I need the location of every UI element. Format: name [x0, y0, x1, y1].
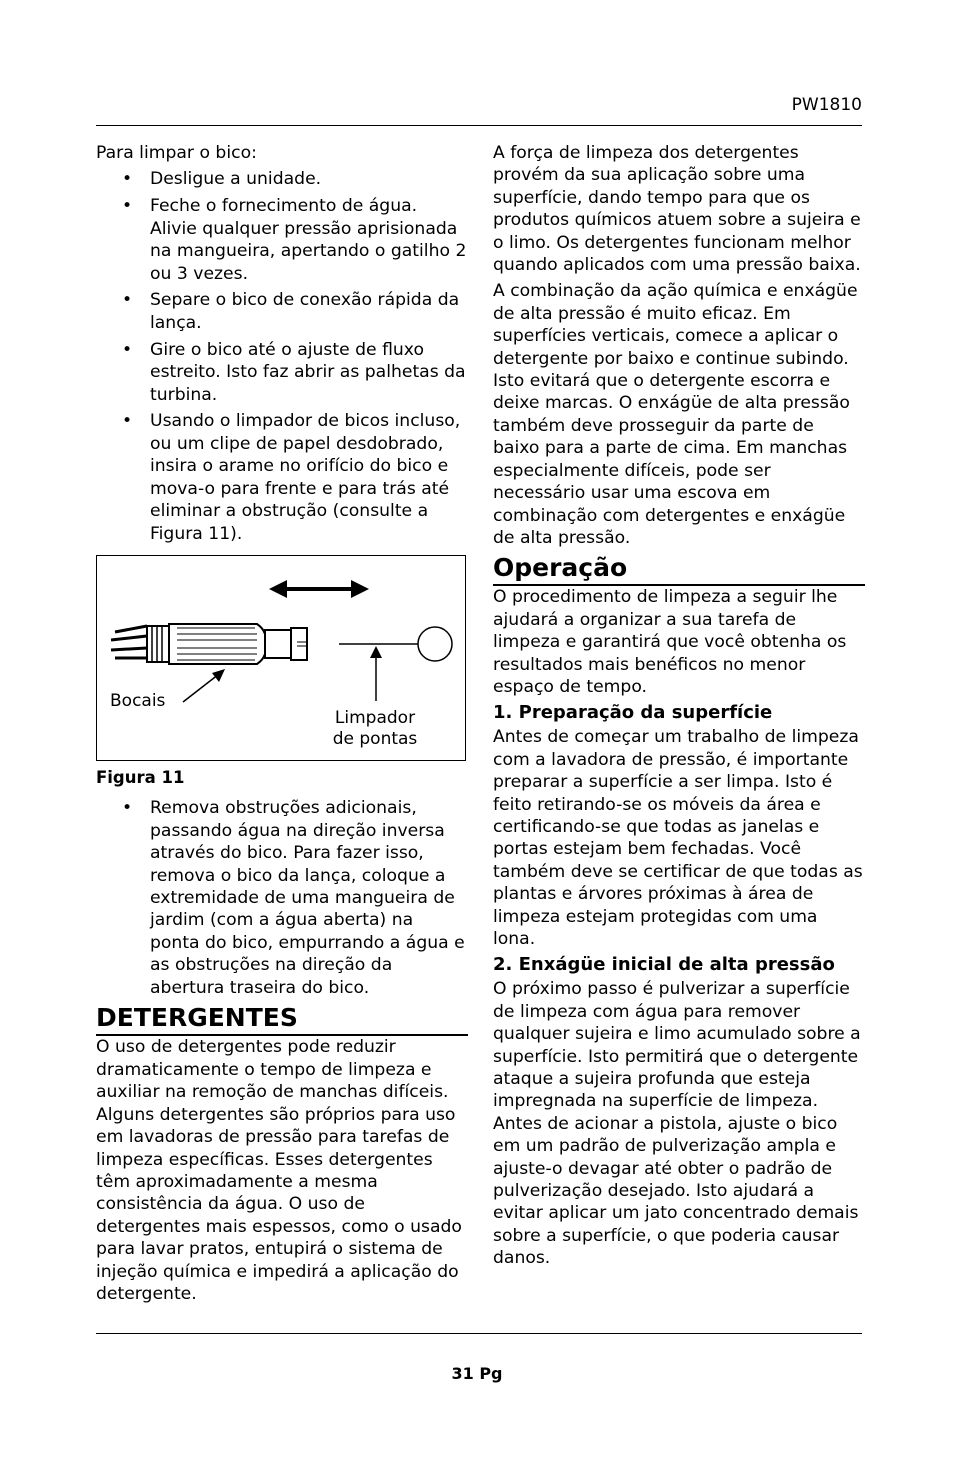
list-item: • Feche o fornecimento de água. Alivie qualquer pressão aprisionada na mangueira, apertando o gatilho 2 ou 3 vezes.: [122, 196, 467, 284]
step1-text: Antes de começar um trabalho de limpeza com a lavadora de pressão, é importante preparar a superfície a ser limpa. Isto é feito retirando-se os móveis da área e certificando-se que todas as janelas e portas estejam bem fechadas. Você também deve se certificar de que todas as plantas e árvores próximas à área de limpeza estejam protegidas com uma lona.: [493, 727, 863, 949]
label-limpador-line1: Limpador: [334, 707, 416, 728]
list-item: • Separe o bico de conexão rápida da lança.: [122, 290, 460, 333]
left-column: [96, 142, 468, 1309]
header-rule: [96, 125, 862, 126]
figure-caption: Figura 11: [96, 767, 185, 787]
list-item-text: Remova obstruções adicionais, passando água na direção inversa através do bico. Para fazer isso, remova o bico da lança, coloque a extremidade de uma mangueira de jardim (com a água aberta) na ponta do bico, empurrando a água e as obstruções na direção da abertura traseira do bico.: [150, 798, 465, 998]
list-item-text: Separe o bico de conexão rápida da lança.: [150, 290, 460, 333]
right-column: [493, 142, 865, 1274]
footer-rule: [96, 1333, 862, 1334]
list-item: • Desligue a unidade.: [122, 169, 322, 190]
detergentes-heading: DETERGENTES: [96, 1003, 468, 1036]
operacao-heading: Operação: [493, 553, 865, 586]
list-item-text: Desligue a unidade.: [150, 169, 322, 190]
clean-nozzle-intro: Para limpar o bico:: [96, 143, 257, 163]
detergent-paragraph-2: A combinação da ação química e enxágüe de alta pressão é muito eficaz. Em superfícies verticais, comece a aplicar o detergente por baixo e continue subindo. Isto evitará que o detergente escorra e deixe marcas. O enxágüe de alta pressão também deve prosseguir da parte de baixo para a parte de cima. Em manchas especialmente difíceis, pode ser necessário usar uma escova em combinação com detergentes e enxágüe de alta pressão.: [493, 281, 858, 548]
model-number: PW1810: [791, 95, 862, 115]
step2-heading: 2. Enxágüe inicial de alta pressão: [493, 954, 835, 976]
clean-steps-list: [96, 168, 468, 545]
step2-text: O próximo passo é pulverizar a superfície de limpeza com água para remover qualquer sujeira e limo acumulado sobre a superfície. Isto permitirá que o detergente ataque a sujeira profunda que esteja impregnada na superfície de limpeza. Antes de acionar a pistola, ajuste o bico em um padrão de pulverização ampla e ajuste-o devagar até obter o padrão de pulverização desejado. Isto ajudará a evitar aplicar um jato concentrado demais sobre a superfície, o que poderia causar danos.: [493, 979, 861, 1269]
list-item-text: Feche o fornecimento de água. Alivie qualquer pressão aprisionada na mangueira, apertando o gatilho 2 ou 3 vezes.: [150, 196, 467, 284]
list-item: • Usando o limpador de bicos incluso, ou um clipe de papel desdobrado, insira o arame no orifício do bico e mova-o para frente e para trás até eliminar a obstrução (consulte a Figura 11).: [122, 411, 461, 544]
list-item-text: Gire o bico até o ajuste de fluxo estreito. Isto faz abrir as palhetas da turbina.: [150, 339, 466, 405]
list-item-text: Usando o limpador de bicos incluso, ou um clipe de papel desdobrado, insira o arame no orifício do bico e mova-o para frente e para trás até eliminar a obstrução (consulte a Figura 11).: [150, 411, 461, 544]
extra-steps-list: [96, 797, 468, 999]
page-number: 31 Pg: [451, 1364, 503, 1383]
detergent-paragraph-1: A força de limpeza dos detergentes provém da sua aplicação sobre uma superfície, dando tempo para que os produtos químicos atuem sobre a sujeira e o limo. Os detergentes funcionam melhor quando aplicados com uma pressão baixa.: [493, 143, 861, 276]
list-item: • Remova obstruções adicionais, passando água na direção inversa através do bico. Para fazer isso, remova o bico da lança, coloque a extremidade de uma mangueira de jardim (com a água aberta) na ponta do bico, empurrando a água e as obstruções na direção da abertura traseira do bico.: [122, 798, 465, 998]
list-item: • Gire o bico até o ajuste de fluxo estreito. Isto faz abrir as palhetas da turbina.: [122, 339, 466, 405]
label-limpador: [319, 708, 431, 750]
operacao-intro: O procedimento de limpeza a seguir lhe ajudará a organizar a sua tarefa de limpeza e garantirá que você obtenha os resultados mais benéficos no menor espaço de tempo.: [493, 587, 847, 697]
figure-11: [96, 555, 466, 761]
step1-heading: 1. Preparação da superfície: [493, 702, 773, 724]
label-bocais: Bocais: [110, 690, 166, 711]
detergentes-text: O uso de detergentes pode reduzir dramaticamente o tempo de limpeza e auxiliar na remoção de manchas difíceis. Alguns detergentes são próprios para uso em lavadoras de pressão para tarefas de limpeza específicas. Esses detergentes têm aproximadamente a mesma consistência da água. O uso de detergentes mais espessos, como o usado para lavar pratos, entupirá o sistema de injeção química e impedirá a aplicação do detergente.: [96, 1037, 462, 1304]
label-limpador-line2: de pontas: [332, 728, 418, 749]
